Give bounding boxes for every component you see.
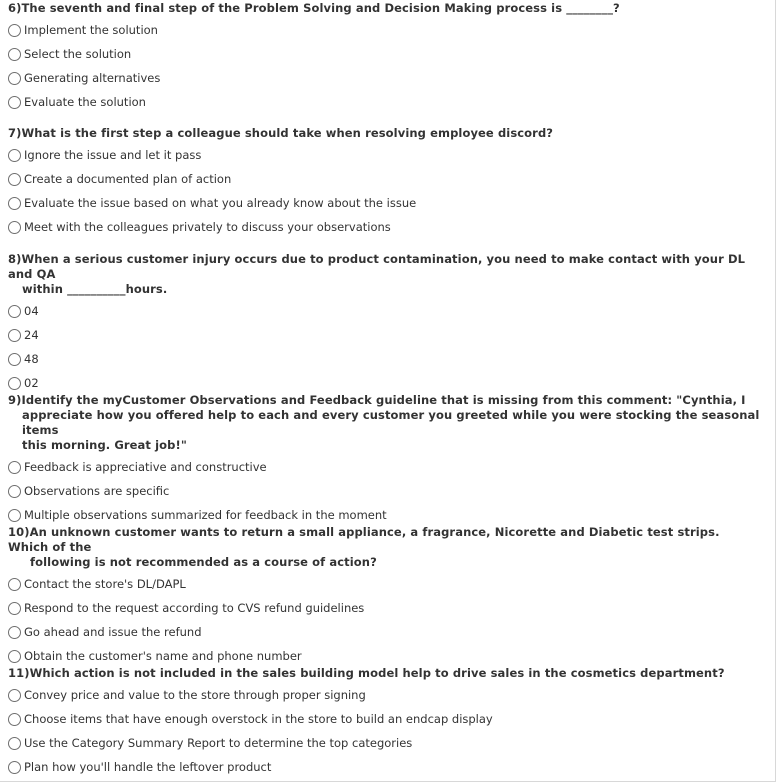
question-number: 11) xyxy=(8,666,30,680)
question-text xyxy=(8,252,760,297)
answer-option[interactable] xyxy=(8,215,760,239)
answer-label: Select the solution xyxy=(24,47,132,61)
question-prompt: An unknown customer wants to return a small appliance, a fragrance, Nicorette and Diabetic test strips. Which of the xyxy=(8,525,720,554)
question-7 xyxy=(8,126,760,239)
answer-label: Meet with the colleagues privately to discuss your observations xyxy=(24,220,391,234)
radio-button[interactable] xyxy=(8,737,21,750)
radio-button[interactable] xyxy=(8,485,21,498)
answer-option[interactable] xyxy=(8,572,760,596)
answer-label: Choose items that have enough overstock in the store to build an endcap display xyxy=(24,712,493,726)
answer-label: Multiple observations summarized for feedback in the moment xyxy=(24,508,387,522)
question-number: 10) xyxy=(8,525,30,539)
answer-label: Generating alternatives xyxy=(24,71,161,85)
answer-option[interactable] xyxy=(8,90,760,114)
answer-option[interactable] xyxy=(8,42,760,66)
radio-button[interactable] xyxy=(8,305,21,318)
question-6 xyxy=(8,1,760,114)
question-9 xyxy=(8,393,760,527)
answer-option[interactable] xyxy=(8,323,760,347)
answer-options xyxy=(8,299,760,395)
question-text xyxy=(8,525,760,570)
radio-button[interactable] xyxy=(8,96,21,109)
answer-option[interactable] xyxy=(8,503,760,527)
question-text xyxy=(8,1,760,16)
radio-button[interactable] xyxy=(8,24,21,37)
radio-button[interactable] xyxy=(8,377,21,390)
radio-button[interactable] xyxy=(8,197,21,210)
answer-label: Implement the solution xyxy=(24,23,158,37)
answer-option[interactable] xyxy=(8,479,760,503)
answer-label: Contact the store's DL/DAPL xyxy=(24,577,186,591)
answer-option[interactable] xyxy=(8,455,760,479)
radio-button[interactable] xyxy=(8,72,21,85)
answer-label: Evaluate the issue based on what you already know about the issue xyxy=(24,196,417,210)
question-text xyxy=(8,393,760,453)
radio-button[interactable] xyxy=(8,329,21,342)
question-prompt: Which action is not included in the sales building model help to drive sales in the cosmetics department? xyxy=(29,666,725,680)
question-8 xyxy=(8,252,760,395)
answer-option[interactable] xyxy=(8,644,760,668)
answer-label: 04 xyxy=(24,304,39,318)
question-number: 6) xyxy=(8,1,22,15)
answer-option[interactable] xyxy=(8,191,760,215)
answer-option[interactable] xyxy=(8,683,760,707)
radio-button[interactable] xyxy=(8,221,21,234)
answer-option[interactable] xyxy=(8,707,760,731)
radio-button[interactable] xyxy=(8,173,21,186)
question-prompt: What is the first step a colleague should take when resolving employee discord? xyxy=(21,126,554,140)
radio-button[interactable] xyxy=(8,353,21,366)
question-11 xyxy=(8,666,760,779)
radio-button[interactable] xyxy=(8,149,21,162)
radio-button[interactable] xyxy=(8,602,21,615)
radio-button[interactable] xyxy=(8,48,21,61)
question-text xyxy=(8,126,760,141)
answer-label: Obtain the customer's name and phone number xyxy=(24,649,302,663)
radio-button[interactable] xyxy=(8,650,21,663)
answer-label: Ignore the issue and let it pass xyxy=(24,148,202,162)
question-number: 7) xyxy=(8,126,22,140)
radio-button[interactable] xyxy=(8,626,21,639)
answer-options xyxy=(8,572,760,668)
answer-option[interactable] xyxy=(8,347,760,371)
question-prompt: When a serious customer injury occurs due to product contamination, you need to make contact with your DL and QA xyxy=(8,252,746,281)
answer-option[interactable] xyxy=(8,299,760,323)
answer-label: 48 xyxy=(24,352,39,366)
question-prompt: Identify the myCustomer Observations and Feedback guideline that is missing from this comment: "Cynthia, I xyxy=(21,393,746,407)
answer-label: Feedback is appreciative and constructive xyxy=(24,460,267,474)
answer-label: Go ahead and issue the refund xyxy=(24,625,202,639)
answer-label: Evaluate the solution xyxy=(24,95,146,109)
answer-options xyxy=(8,18,760,114)
radio-button[interactable] xyxy=(8,689,21,702)
question-prompt-continued: this morning. Great job!" xyxy=(22,438,187,452)
answer-label: 02 xyxy=(24,376,39,390)
question-prompt-continued: within __________hours. xyxy=(22,282,168,296)
question-number: 9) xyxy=(8,393,22,407)
answer-label: Plan how you'll handle the leftover product xyxy=(24,760,272,774)
answer-option[interactable] xyxy=(8,167,760,191)
answer-options xyxy=(8,143,760,239)
answer-options xyxy=(8,455,760,527)
answer-option[interactable] xyxy=(8,143,760,167)
answer-option[interactable] xyxy=(8,596,760,620)
radio-button[interactable] xyxy=(8,578,21,591)
answer-options xyxy=(8,683,760,779)
question-text xyxy=(8,666,760,681)
answer-label: Create a documented plan of action xyxy=(24,172,232,186)
answer-option[interactable] xyxy=(8,66,760,90)
radio-button[interactable] xyxy=(8,761,21,774)
question-10 xyxy=(8,525,760,668)
answer-option[interactable] xyxy=(8,371,760,395)
radio-button[interactable] xyxy=(8,713,21,726)
answer-label: Convey price and value to the store through proper signing xyxy=(24,688,366,702)
answer-label: 24 xyxy=(24,328,39,342)
answer-label: Respond to the request according to CVS refund guidelines xyxy=(24,601,365,615)
radio-button[interactable] xyxy=(8,509,21,522)
question-prompt: The seventh and final step of the Problem Solving and Decision Making process is ________? xyxy=(21,1,620,15)
answer-label: Use the Category Summary Report to determine the top categories xyxy=(24,736,413,750)
question-prompt-continued: following is not recommended as a course of action? xyxy=(30,555,377,569)
answer-label: Observations are specific xyxy=(24,484,170,498)
answer-option[interactable] xyxy=(8,18,760,42)
question-number: 8) xyxy=(8,252,22,266)
answer-option[interactable] xyxy=(8,731,760,755)
radio-button[interactable] xyxy=(8,461,21,474)
answer-option[interactable] xyxy=(8,620,760,644)
question-prompt-continued: appreciate how you offered help to each and every customer you greeted while you were stocking the seasonal items xyxy=(22,408,760,437)
answer-option[interactable] xyxy=(8,755,760,779)
